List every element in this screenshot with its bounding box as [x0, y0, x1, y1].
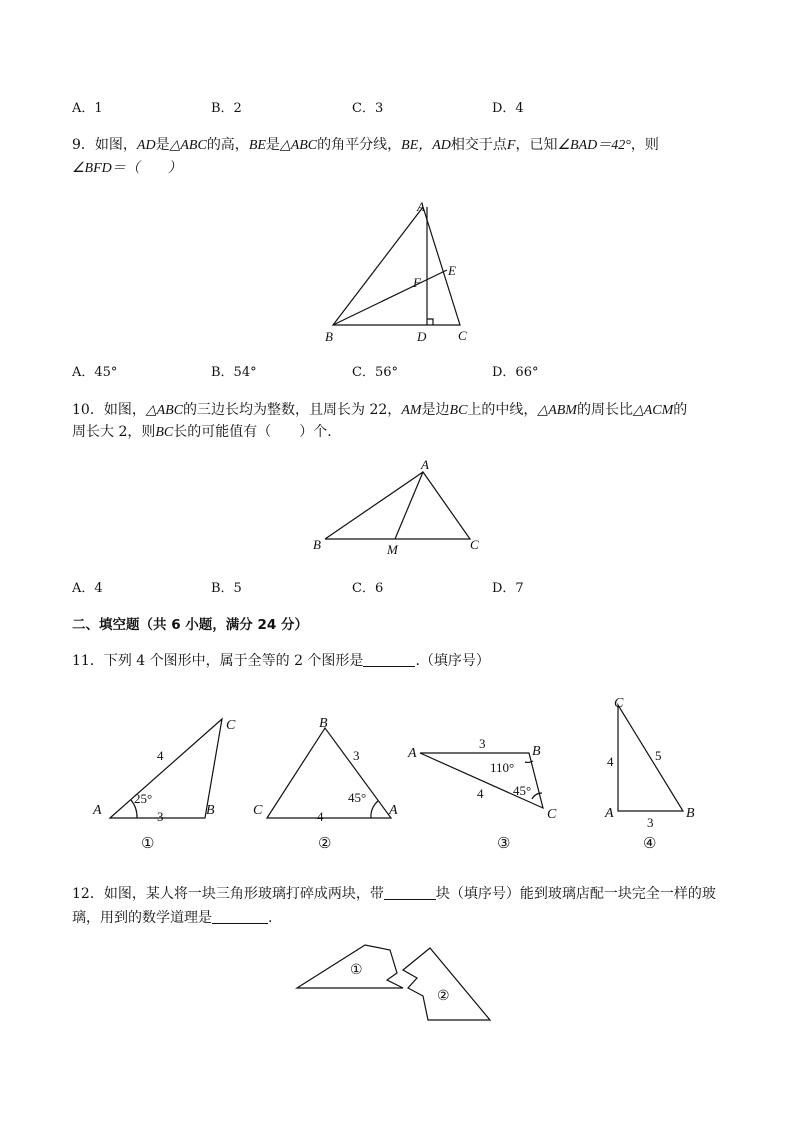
q11-f3-angle-c: 45° [513, 783, 532, 798]
q12-text: 12．如图，某人将一块三角形玻璃打碎成两块，带 [72, 886, 384, 902]
q11-f2-label-b: B [319, 716, 328, 731]
q10-bc: BC [449, 403, 468, 418]
q8-option-d: D．4 [492, 101, 524, 116]
q11-f1-angle: 25° [134, 791, 153, 806]
q11-f3-label-c: C [547, 807, 557, 822]
q10-text: 10．如图， [72, 402, 146, 418]
q9-figure [315, 195, 480, 345]
q10-option-a: A．4 [72, 581, 103, 596]
q12-question-line1 [72, 883, 716, 903]
q10-label-c: C [470, 537, 479, 552]
q9-text: 是 [265, 137, 280, 153]
q11-f1-number: ① [141, 836, 155, 852]
q9-option-a: A．45° [72, 365, 118, 380]
q10-label-m: M [387, 542, 398, 555]
q9-label-f: F [413, 275, 421, 290]
q12-piece-2 [403, 948, 490, 1020]
q11-f2-number: ② [318, 836, 332, 852]
q10-text: 长的可能值有（ ）个. [173, 424, 332, 440]
q10-bc: BC [155, 425, 174, 440]
q9-f: F [506, 138, 516, 153]
q12-piece-blank[interactable] [384, 885, 436, 900]
q12-question-line2 [72, 907, 272, 927]
q9-text: ，则 [630, 137, 659, 153]
q10-text: 的三边长均为整数，且周长为 22， [183, 402, 402, 418]
q10-label-b: B [313, 537, 321, 552]
q11-f4-number: ④ [643, 836, 657, 852]
q10-option-d: D．7 [492, 581, 524, 596]
q11-f4-label-c: C [614, 696, 624, 711]
q9-label-c: C [458, 328, 467, 343]
q11-f2-side-ca: 4 [317, 809, 324, 824]
q10-figure [305, 455, 490, 555]
q9-label-b: B [325, 329, 333, 344]
q10-question-line1 [72, 399, 687, 419]
q11-f3-side-ab: 3 [479, 736, 486, 751]
q11-f3-label-a: A [408, 746, 417, 761]
q11-f1-label-b: B [206, 803, 215, 818]
q9-question-line2: ∠BFD＝（ ） [72, 161, 182, 176]
q9-text: ，已知 [515, 137, 558, 153]
q10-option-b: B．5 [211, 581, 242, 596]
q9-triangle: △ABC [169, 138, 207, 153]
q11-question [72, 650, 490, 670]
q9-be: BE [248, 138, 266, 153]
q11-f4-side-bc: 5 [655, 748, 662, 763]
q9-option-d: D．66° [492, 365, 539, 380]
section-title-fill-blank: 二、填空题（共 6 小题，满分 24 分） [72, 617, 308, 633]
q10-label-a: A [421, 457, 429, 472]
q9-option-b: B．54° [211, 365, 257, 380]
q11-f3-label-b: B [532, 744, 541, 759]
q9-angle-bad: ∠BAD＝42° [557, 138, 631, 153]
q11-f3-angle-b: 110° [490, 760, 515, 775]
q11-f2-label-a: A [389, 803, 398, 818]
q9-ad: AD [136, 138, 156, 153]
q10-triangle-acm: △ACM [632, 403, 674, 418]
q12-text: 块（填序号）能到玻璃店配一块完全一样的玻 [435, 886, 716, 902]
q11-answer-blank[interactable] [363, 652, 415, 667]
q9-be-ad: BE，AD [401, 138, 451, 153]
q11-f4-label-b: B [686, 806, 695, 821]
q11-f1-side-ac: 4 [157, 748, 164, 763]
q9-number: 9．如图， [72, 137, 137, 153]
q9-text: 的高， [206, 137, 249, 153]
q11-f1-side-ab: 3 [157, 809, 164, 824]
q11-f2-side-ab: 3 [353, 748, 360, 763]
q8-option-a: A．1 [72, 101, 103, 116]
q9-option-c: C．56° [352, 365, 398, 380]
q12-text: 璃，用到的数学道理是 [72, 910, 212, 926]
q12-figure [290, 940, 500, 1030]
q10-text: 是边 [421, 402, 450, 418]
q11-f4-side-ab: 3 [647, 815, 654, 830]
q9-label-e: E [448, 263, 456, 278]
q9-label-d: D [417, 329, 427, 344]
q9-label-a: A [417, 199, 425, 214]
q10-question-line2 [72, 421, 332, 441]
q12-piece-1-label: ① [350, 963, 363, 978]
q11-f3-number: ③ [497, 836, 511, 852]
q9-text: 的角平分线， [317, 137, 402, 153]
q9-text: 是 [155, 137, 170, 153]
q11-f4-label-a: A [605, 806, 614, 821]
q8-option-b: B．2 [211, 101, 242, 116]
q11-f2-angle: 45° [348, 790, 367, 805]
q10-text: 的周长比 [576, 402, 633, 418]
q11-figures [85, 690, 705, 860]
q10-text: 的 [673, 402, 688, 418]
q12-reason-blank[interactable] [212, 909, 268, 924]
q10-text: 周长大 2，则 [72, 424, 156, 440]
q11-text: 11．下列 4 个图形中，属于全等的 2 个图形是 [72, 653, 364, 669]
q10-option-c: C．6 [352, 581, 384, 596]
q11-text: .（填序号） [415, 653, 490, 669]
q9-triangle: △ABC [279, 138, 318, 153]
q8-option-c: C．3 [352, 101, 384, 116]
q11-f4-side-ac: 4 [607, 754, 614, 769]
q10-triangle-abm: △ABM [537, 403, 577, 418]
q12-text: . [268, 910, 273, 926]
q12-piece-2-label: ② [437, 989, 450, 1004]
q10-text: 上的中线， [467, 402, 538, 418]
q11-f1-label-c: C [226, 718, 236, 733]
q10-am: AM [401, 403, 422, 418]
q11-f3-side-ac: 4 [477, 786, 484, 801]
q11-f2-label-c: C [253, 803, 263, 818]
q9-question-line1 [72, 134, 659, 154]
q11-f1-label-a: A [93, 803, 102, 818]
q10-triangle-abc: △ABC [145, 403, 184, 418]
q9-text: 相交于点 [450, 137, 507, 153]
